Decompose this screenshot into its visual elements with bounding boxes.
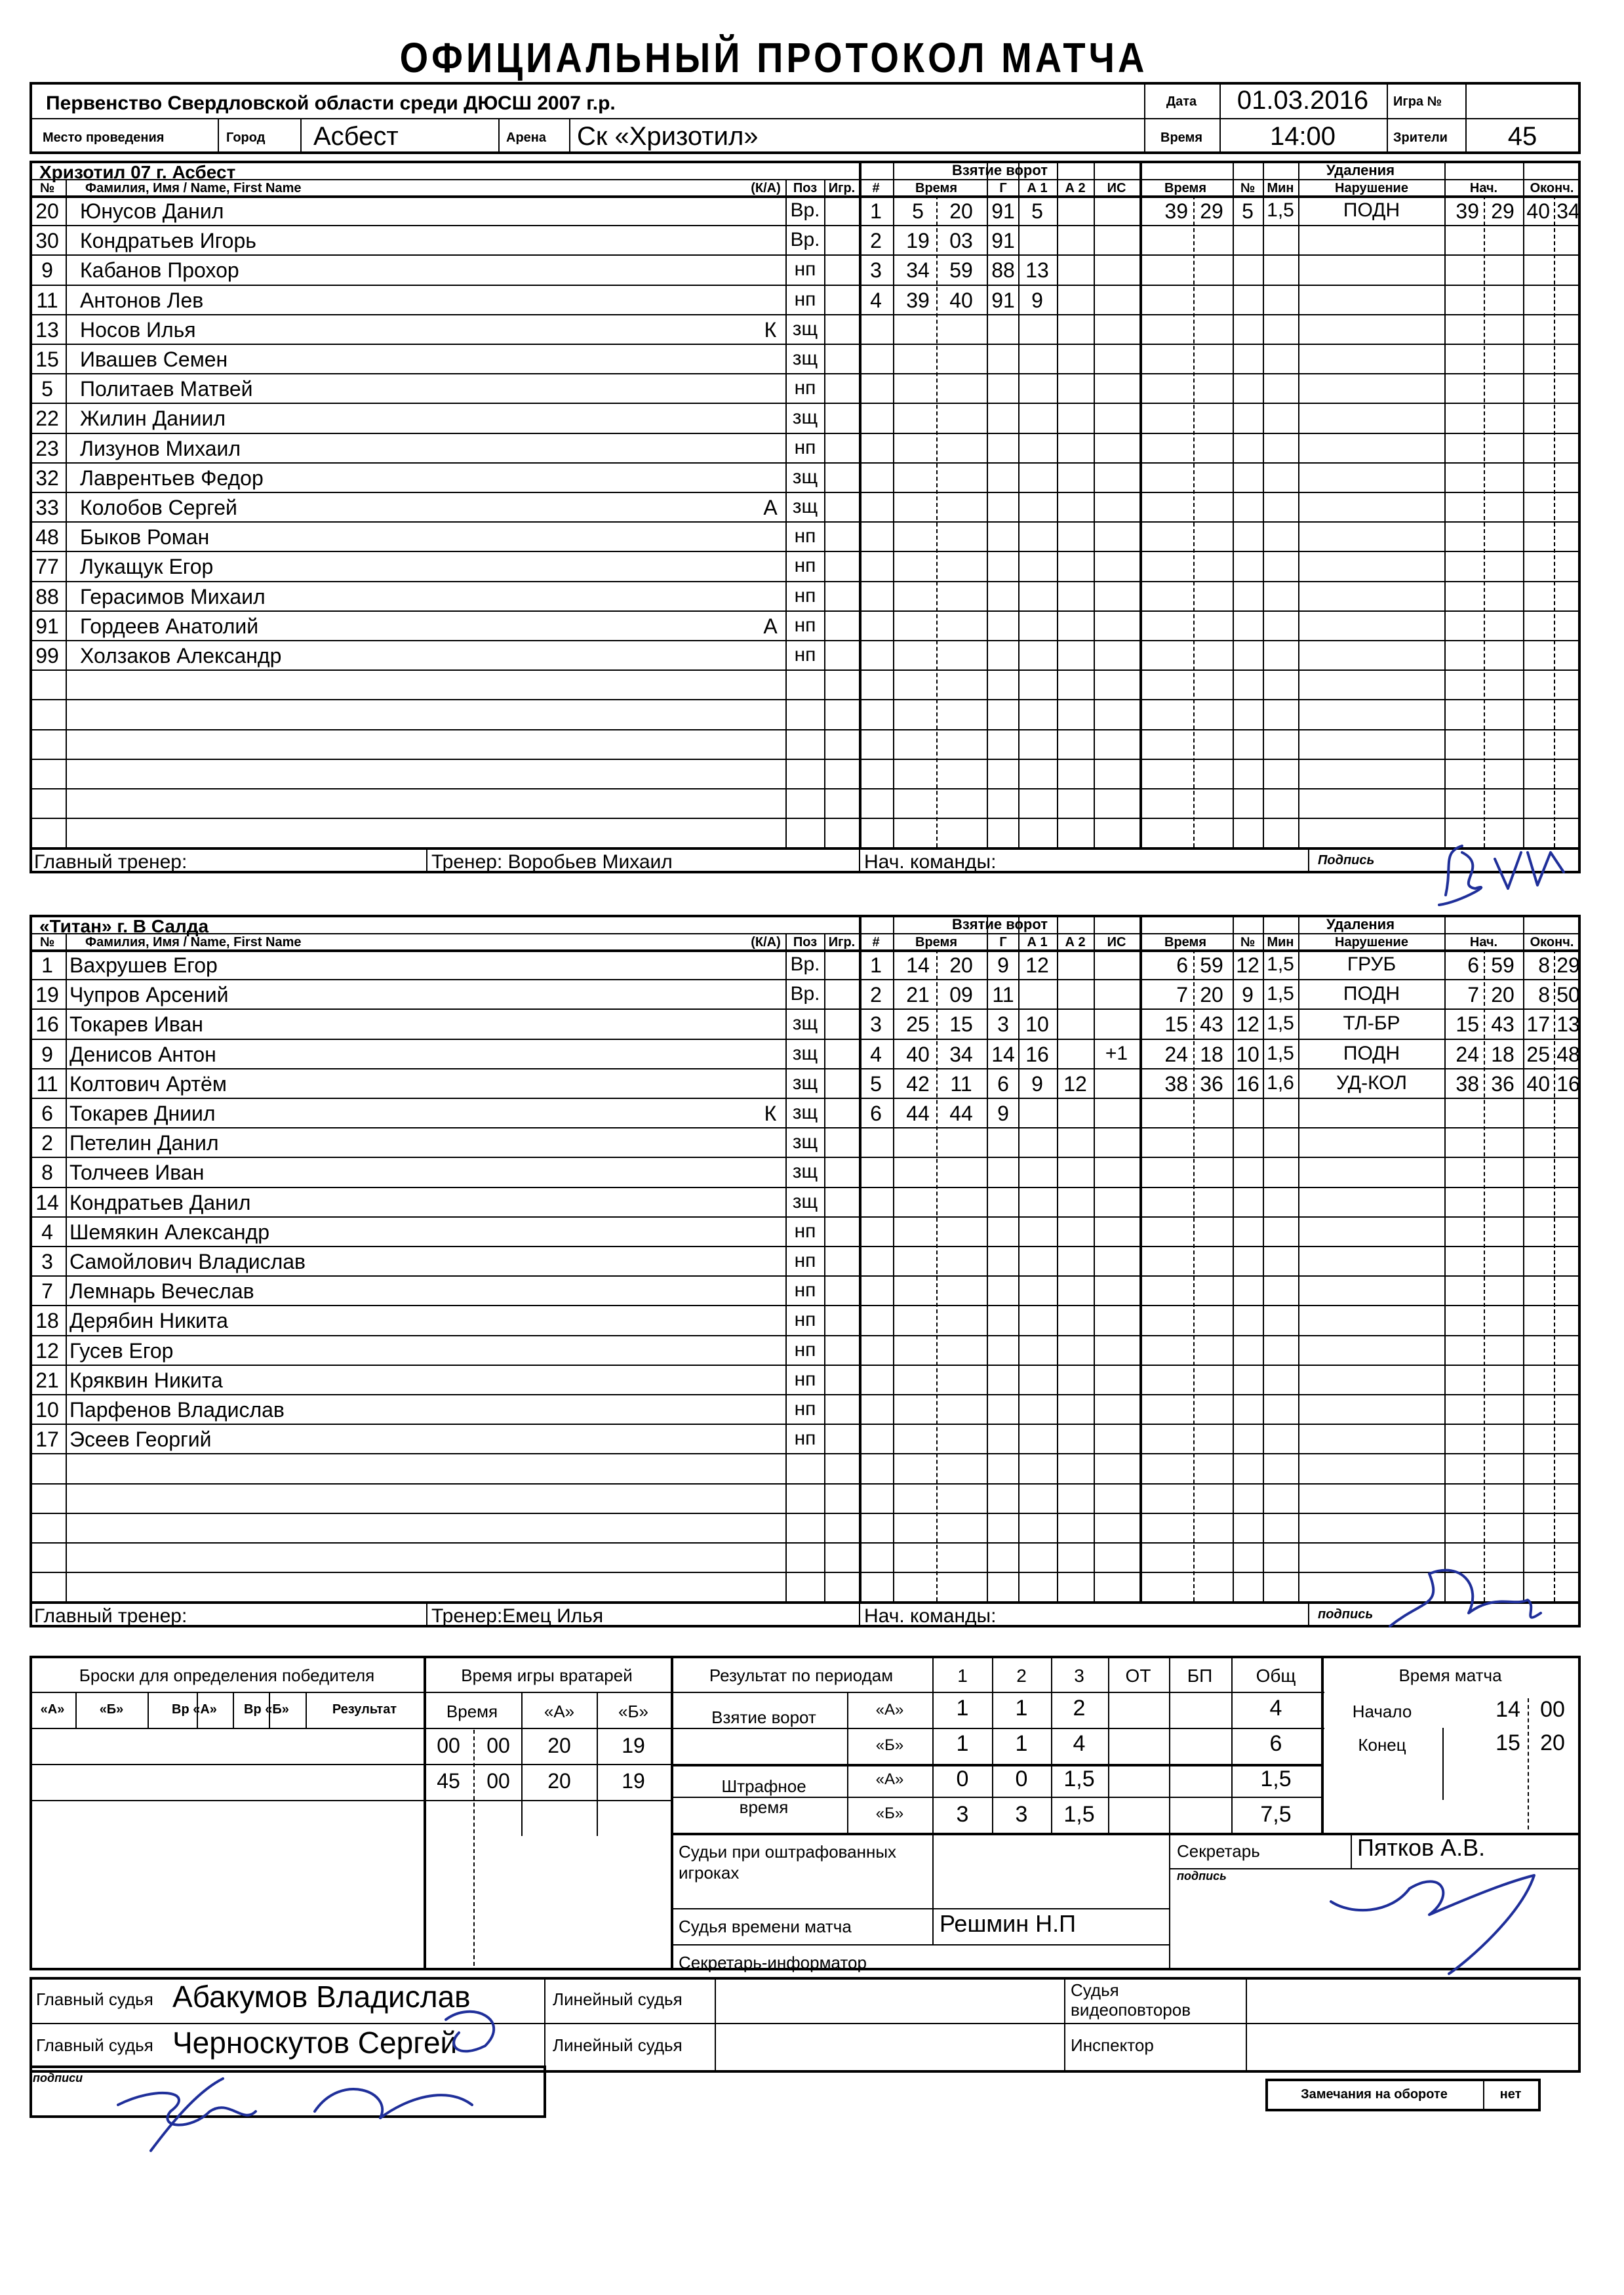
pen-a-p1: 0 [956, 1766, 969, 1791]
player-number: 4 [41, 1220, 53, 1244]
teamB-name: «Титан» г. В Салда [39, 916, 209, 936]
penalty-player: 9 [1242, 983, 1254, 1007]
protocol-title: ОФИЦИАЛЬНЫЙ ПРОТОКОЛ МАТЧА [399, 33, 1148, 81]
goal-assist1: 5 [1031, 199, 1043, 223]
penalty-end-sec: 13 [1556, 1012, 1580, 1037]
player-position: зщ [792, 1071, 818, 1094]
penalty-end-sec: 48 [1556, 1042, 1580, 1066]
player-number: 7 [41, 1279, 53, 1304]
arena-value: Ск «Хризотил» [577, 122, 759, 151]
penalty-sec: 59 [1200, 953, 1223, 977]
player-position: Вр. [790, 983, 820, 1005]
player-position: нп [794, 436, 816, 458]
player-number: 91 [35, 614, 59, 638]
goal-assist2: 12 [1063, 1071, 1087, 1096]
penalty-min: 15 [1164, 1012, 1188, 1037]
goal-number: 2 [870, 229, 882, 253]
player-name: Петелин Данил [69, 1131, 219, 1155]
player-position: зщ [792, 1190, 818, 1212]
player-position: нп [794, 1427, 816, 1450]
player-number: 13 [35, 317, 59, 342]
pen-a-total: 1,5 [1260, 1766, 1292, 1791]
penalty-minutes: 1,5 [1267, 1012, 1294, 1035]
pen-b-p1: 3 [956, 1802, 969, 1827]
goal-scorer: 91 [991, 199, 1015, 223]
player-captain-mark: К [764, 317, 777, 342]
signature-label: подпись [1318, 1607, 1374, 1622]
championship-name: Первенство Свердловской области среди ДЮСШ 2007 г.р. [46, 92, 616, 114]
player-position: зщ [792, 466, 818, 488]
start-hour: 14 [1495, 1697, 1520, 1722]
match-time: 14:00 [1269, 122, 1336, 151]
goals-b-p1: 1 [956, 1731, 969, 1756]
player-name: Жилин Даниил [80, 407, 226, 431]
penalty-start-sec: 43 [1491, 1012, 1515, 1037]
player-position: нп [794, 1398, 816, 1420]
penalty-min: 6 [1176, 953, 1188, 977]
penalty-start-sec: 18 [1491, 1042, 1515, 1066]
player-number: 99 [35, 644, 59, 668]
penalty-end-min: 40 [1526, 1071, 1550, 1096]
goal-scorer: 11 [992, 983, 1014, 1007]
player-number: 30 [35, 229, 59, 253]
player-number: 9 [41, 258, 53, 283]
match-date: 01.03.2016 [1237, 86, 1369, 115]
player-name: Чупров Арсений [69, 983, 229, 1007]
player-position: зщ [792, 1161, 818, 1183]
penalty-start-sec: 59 [1491, 953, 1515, 977]
player-name: Быков Роман [80, 525, 210, 549]
goals-b-total: 6 [1269, 1731, 1282, 1756]
goal-min: 39 [906, 288, 930, 312]
goal-min: 5 [912, 199, 924, 223]
player-name: Носов Илья [80, 317, 196, 342]
player-position: нп [794, 614, 816, 636]
player-position: нп [794, 1338, 816, 1361]
player-number: 11 [36, 288, 58, 312]
chief-referee-2: Черноскутов Сергей [172, 2026, 458, 2060]
player-captain-mark: К [764, 1102, 777, 1125]
penalty-min: 7 [1176, 983, 1188, 1007]
player-name: Токарев Дниил [69, 1102, 216, 1125]
penalty-violation: ПОДН [1343, 1042, 1400, 1064]
penalty-minutes: 1,5 [1267, 953, 1294, 975]
player-position: нп [794, 1309, 816, 1331]
remarks-value: нет [1499, 2087, 1522, 2102]
player-position: нп [794, 1368, 816, 1390]
goal-assist1: 16 [1025, 1042, 1049, 1066]
player-name: Дерябин Никита [69, 1309, 228, 1333]
teamA-name: Хризотил 07 г. Асбест [39, 162, 236, 182]
player-number: 12 [35, 1338, 59, 1363]
goal-scorer: 9 [997, 1102, 1009, 1125]
penalty-player: 16 [1236, 1071, 1259, 1096]
player-position: зщ [792, 1042, 818, 1064]
player-position: нп [794, 555, 816, 577]
penalty-minutes: 1,5 [1267, 1042, 1294, 1064]
goal-scorer: 3 [997, 1012, 1009, 1037]
goal-sec: 20 [949, 199, 973, 223]
player-position: нп [794, 1279, 816, 1302]
player-position: зщ [792, 407, 818, 429]
goal-assist1: 12 [1025, 953, 1049, 977]
penalty-end-min: 40 [1526, 199, 1550, 223]
penalty-start-sec: 29 [1491, 199, 1515, 223]
goal-number: 4 [870, 288, 882, 312]
goal-number: 2 [870, 983, 882, 1007]
goal-scorer: 91 [991, 288, 1015, 312]
penalty-sec: 29 [1200, 199, 1223, 223]
goal-sec: 44 [949, 1102, 973, 1125]
player-number: 17 [35, 1427, 59, 1452]
player-number: 19 [35, 983, 59, 1007]
player-number: 3 [41, 1250, 53, 1273]
gk-row1-min: 00 [437, 1734, 460, 1757]
player-position: нп [794, 644, 816, 666]
player-name: Вахрушев Егор [69, 953, 218, 977]
player-name: Кряквин Никита [69, 1368, 223, 1392]
goal-scorer: 9 [997, 953, 1009, 977]
city-value: Асбест [313, 122, 399, 151]
teamB-coach: Тренер:Емец Илья [431, 1605, 604, 1627]
penalty-end-sec: 50 [1556, 983, 1580, 1007]
goal-sec: 59 [949, 258, 973, 283]
goal-number: 5 [870, 1071, 882, 1096]
penalty-start-min: 15 [1456, 1012, 1479, 1037]
player-name: Денисов Антон [69, 1042, 216, 1066]
player-position: Вр. [790, 229, 820, 251]
goal-assist1: 9 [1031, 288, 1043, 312]
head-coach-label: Главный тренер: [34, 851, 188, 873]
player-name: Лемнарь Вечеслав [69, 1279, 254, 1304]
player-position: зщ [792, 1131, 818, 1153]
penalty-end-min: 8 [1538, 983, 1550, 1007]
penalty-start-min: 6 [1467, 953, 1479, 977]
head-coach-label: Главный тренер: [34, 1605, 188, 1627]
penalty-start-min: 39 [1456, 199, 1479, 223]
goal-sec: 11 [950, 1071, 972, 1096]
player-position: нп [794, 1220, 816, 1242]
penalty-end-sec: 29 [1556, 953, 1580, 977]
player-number: 8 [41, 1161, 53, 1185]
goal-scorer: 91 [991, 229, 1015, 253]
goal-sec: 03 [949, 229, 973, 253]
penalty-sec: 20 [1200, 983, 1223, 1007]
player-number: 77 [35, 555, 59, 579]
penalty-player: 12 [1236, 1012, 1259, 1037]
penalty-minutes: 1,5 [1267, 983, 1294, 1005]
player-number: 48 [35, 525, 59, 549]
goal-min: 21 [906, 983, 930, 1007]
penalty-end-sec: 34 [1556, 199, 1580, 223]
player-name: Лукащук Егор [80, 555, 214, 579]
player-position: зщ [792, 317, 818, 340]
penalty-start-sec: 36 [1491, 1071, 1515, 1096]
goal-assist1: 13 [1025, 258, 1049, 283]
player-position: нп [794, 584, 816, 607]
player-position: нп [794, 1250, 816, 1271]
penalty-violation: ПОДН [1343, 199, 1400, 221]
goal-min: 34 [906, 258, 930, 283]
player-position: нп [794, 525, 816, 548]
goal-number: 1 [870, 199, 882, 223]
penalty-end-min: 8 [1538, 953, 1550, 977]
penalty-violation: ПОДН [1343, 983, 1400, 1005]
player-number: 18 [35, 1309, 59, 1333]
spectators-count: 45 [1507, 122, 1537, 151]
player-name: Антонов Лев [80, 288, 204, 312]
penalty-end-min: 25 [1526, 1042, 1550, 1066]
goal-scorer: 6 [997, 1071, 1009, 1096]
secretary-name: Пятков А.В. [1357, 1834, 1486, 1861]
player-name: Самойлович Владислав [69, 1250, 306, 1273]
goal-sec: 20 [949, 953, 973, 977]
player-position: нп [794, 377, 816, 399]
goal-number: 1 [870, 953, 882, 977]
goal-number: 3 [870, 1012, 882, 1037]
team-head-label: Нач. команды: [864, 851, 997, 873]
end-hour: 15 [1495, 1730, 1520, 1755]
player-name: Колтович Артём [69, 1071, 227, 1096]
player-number: 88 [35, 584, 59, 609]
penalty-minutes: 1,6 [1267, 1071, 1294, 1094]
player-number: 16 [35, 1012, 59, 1037]
penalty-violation: ГРУБ [1347, 953, 1396, 975]
player-number: 10 [35, 1398, 59, 1422]
player-name: Юнусов Данил [80, 199, 224, 223]
goal-min: 25 [906, 1012, 930, 1037]
player-position: зщ [792, 1012, 818, 1035]
penalty-minutes: 1,5 [1267, 199, 1294, 221]
goal-number: 3 [870, 258, 882, 283]
player-captain-mark: А [763, 614, 778, 638]
goal-sec: 09 [949, 983, 973, 1007]
penalty-min: 24 [1164, 1042, 1188, 1066]
goal-min: 42 [906, 1071, 930, 1096]
player-number: 20 [35, 199, 59, 223]
player-number: 6 [41, 1102, 53, 1125]
player-number: 1 [41, 953, 53, 977]
penalty-sec: 43 [1200, 1012, 1223, 1037]
player-name: Кондратьев Игорь [80, 229, 256, 253]
player-name: Эсеев Георгий [69, 1427, 212, 1452]
player-number: 32 [35, 466, 59, 490]
goals-a-p1: 1 [956, 1696, 969, 1721]
goals-a-total: 4 [1269, 1696, 1282, 1721]
goal-min: 44 [906, 1102, 930, 1125]
player-name: Лаврентьев Федор [80, 466, 264, 490]
player-position: нп [794, 288, 816, 310]
penalty-min: 38 [1164, 1071, 1188, 1096]
goal-min: 40 [906, 1042, 930, 1066]
goal-scorer: 14 [991, 1042, 1015, 1066]
penalty-start-min: 24 [1456, 1042, 1479, 1066]
player-number: 14 [35, 1190, 59, 1214]
player-position: Вр. [790, 199, 820, 221]
penalty-start-sec: 20 [1491, 983, 1515, 1007]
player-number: 15 [35, 348, 59, 371]
player-number: 11 [36, 1071, 58, 1096]
player-name: Гусев Егор [69, 1338, 174, 1363]
penalty-player: 5 [1242, 199, 1254, 223]
player-name: Токарев Иван [69, 1012, 203, 1037]
goal-number: 4 [870, 1042, 882, 1066]
player-position: Вр. [790, 953, 820, 975]
player-name: Политаев Матвей [80, 377, 253, 401]
goal-assist1: 10 [1025, 1012, 1049, 1037]
chief-referee-1: Абакумов Владислав [172, 1980, 471, 2014]
penalty-start-min: 38 [1456, 1071, 1479, 1096]
penalty-sec: 18 [1200, 1042, 1223, 1066]
penalty-end-sec: 16 [1556, 1071, 1580, 1096]
player-name: Ивашев Семен [80, 348, 228, 371]
player-number: 33 [35, 496, 59, 519]
teamA-coach: Тренер: Воробьев Михаил [431, 851, 673, 873]
goal-sec: 40 [949, 288, 973, 312]
goal-scorer: 88 [991, 258, 1015, 283]
penalty-violation: УД-КОЛ [1336, 1071, 1407, 1094]
player-name: Холзаков Александр [80, 644, 282, 668]
pen-b-total: 7,5 [1260, 1802, 1292, 1827]
player-position: зщ [792, 496, 818, 517]
penalty-min: 39 [1164, 199, 1188, 223]
penalty-player: 12 [1236, 953, 1259, 977]
player-name: Шемякин Александр [69, 1220, 269, 1244]
player-position: зщ [792, 348, 818, 369]
goal-min: 14 [906, 953, 930, 977]
goal-situation: +1 [1105, 1042, 1128, 1064]
player-name: Кабанов Прохор [80, 258, 239, 283]
signature-label: Подпись [1318, 853, 1375, 868]
player-name: Колобов Сергей [80, 496, 237, 519]
player-number: 22 [35, 407, 59, 431]
player-name: Лизунов Михаил [80, 436, 241, 460]
player-position: нп [794, 258, 816, 281]
player-name: Парфенов Владислав [69, 1398, 285, 1422]
penalty-start-min: 7 [1467, 983, 1479, 1007]
goal-assist1: 9 [1031, 1071, 1043, 1096]
goal-min: 19 [906, 229, 930, 253]
penalty-end-min: 17 [1526, 1012, 1550, 1037]
team-head-label: Нач. команды: [864, 1605, 997, 1627]
player-number: 5 [41, 377, 53, 401]
player-name: Толчеев Иван [69, 1161, 205, 1185]
penalty-violation: ТЛ-БР [1343, 1012, 1400, 1035]
goal-sec: 15 [949, 1012, 973, 1037]
player-number: 2 [41, 1131, 53, 1155]
gk-row2-min: 45 [437, 1769, 460, 1793]
goal-number: 6 [870, 1102, 882, 1125]
player-position: зщ [792, 1102, 818, 1123]
player-name: Гордеев Анатолий [80, 614, 259, 638]
player-number: 23 [35, 436, 59, 460]
goal-sec: 34 [949, 1042, 973, 1066]
penalty-sec: 36 [1200, 1071, 1223, 1096]
time-judge-name: Решмин Н.П [940, 1910, 1076, 1937]
player-name: Герасимов Михаил [80, 584, 266, 609]
player-number: 21 [35, 1368, 59, 1392]
player-captain-mark: А [763, 496, 778, 519]
player-number: 9 [41, 1042, 53, 1066]
penalty-player: 10 [1236, 1042, 1259, 1066]
player-name: Кондратьев Данил [69, 1190, 251, 1214]
